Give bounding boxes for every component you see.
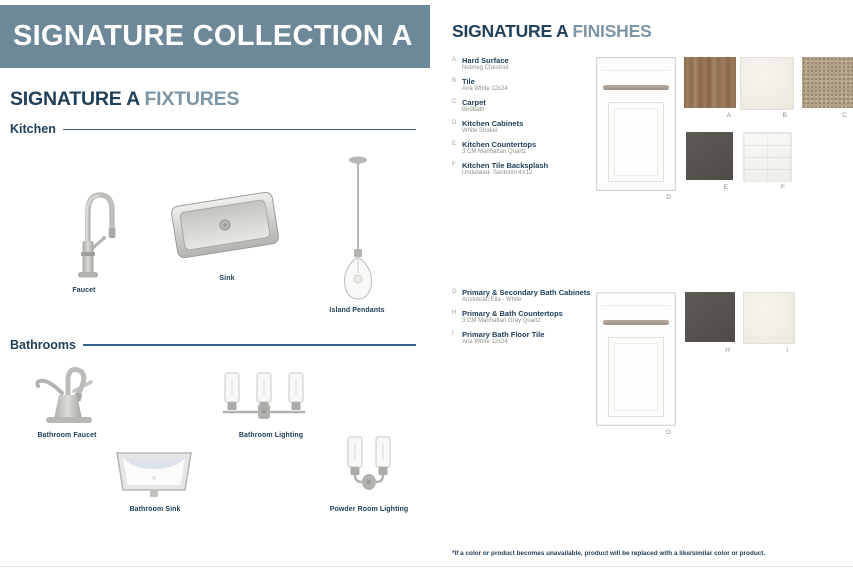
powder-room-lighting-image bbox=[341, 435, 397, 504]
collection-title-bar bbox=[0, 5, 430, 68]
cabinet-panel bbox=[608, 337, 664, 417]
finish-subtitle: 3 CM Manhattan Gray Quartz bbox=[462, 318, 541, 324]
swatch-label-c: C bbox=[842, 112, 847, 119]
kitchen-section-header bbox=[10, 122, 416, 136]
swatch-label-h: H bbox=[725, 347, 730, 354]
island-pendant-image bbox=[334, 152, 382, 307]
bathroom-sink-image bbox=[107, 448, 201, 509]
finishes-heading-primary: SIGNATURE A bbox=[452, 21, 573, 41]
finish-item-g bbox=[452, 288, 602, 304]
kitchen-faucet-image bbox=[70, 184, 116, 285]
finish-title: Kitchen Countertops bbox=[462, 140, 537, 149]
swatch-bath-floor-tile bbox=[743, 292, 795, 344]
island-pendant-label: Island Pendants bbox=[329, 307, 385, 314]
swatch-carpet bbox=[802, 57, 853, 108]
cabinet-handle bbox=[603, 320, 669, 325]
bathroom-faucet-label: Bathroom Faucet bbox=[37, 432, 97, 439]
bathrooms-section-rule bbox=[83, 344, 416, 346]
finish-title: Primary Bath Floor Tile bbox=[462, 330, 545, 339]
finish-subtitle: Undulated- Santorini 4X12 bbox=[462, 170, 533, 176]
swatch-kitchen-cabinet-door bbox=[596, 57, 676, 191]
footnote: *If a color or product becomes unavailable, product will be replaced with a like/similar color or product. bbox=[452, 550, 766, 557]
fixtures-heading bbox=[10, 88, 239, 111]
finish-key: E bbox=[452, 141, 457, 147]
finish-key: A bbox=[452, 57, 457, 63]
finish-key: G bbox=[452, 289, 457, 295]
swatch-label-i: I bbox=[786, 347, 788, 354]
swatch-kitchen-countertop bbox=[686, 132, 733, 180]
cabinet-panel bbox=[608, 102, 664, 182]
swatch-tile bbox=[740, 57, 794, 110]
bathroom-sink-label: Bathroom Sink bbox=[129, 506, 181, 513]
finishes-heading-accent: FINISHES bbox=[572, 21, 652, 41]
finish-subtitle: White Shaker bbox=[462, 128, 499, 134]
finish-key: F bbox=[452, 162, 456, 168]
fixtures-heading-primary: SIGNATURE A bbox=[10, 88, 145, 110]
finish-subtitle: Aristokraft Ella - White bbox=[462, 297, 522, 303]
kitchen-sink-image bbox=[168, 188, 282, 267]
bathrooms-section-label: Bathrooms bbox=[10, 338, 76, 352]
finish-item-a bbox=[452, 56, 602, 72]
finish-title: Tile bbox=[462, 77, 475, 86]
finish-key: I bbox=[452, 331, 454, 337]
finish-title: Primary & Secondary Bath Cabinets bbox=[462, 288, 591, 297]
swatch-bath-countertop bbox=[685, 292, 735, 342]
finishes-heading bbox=[452, 21, 652, 42]
finish-subtitle: Nutmeg Chestnut bbox=[462, 65, 509, 71]
bottom-divider bbox=[0, 566, 853, 567]
finish-title: Hard Surface bbox=[462, 56, 509, 65]
finish-item-i bbox=[452, 330, 602, 346]
finish-item-b bbox=[452, 77, 602, 93]
swatch-label-d: D bbox=[666, 194, 671, 201]
kitchen-sink-label: Sink bbox=[219, 275, 235, 282]
kitchen-section-label: Kitchen bbox=[10, 122, 56, 136]
cabinet-seam bbox=[602, 305, 670, 306]
bathroom-lighting-image bbox=[217, 371, 311, 428]
swatch-label-g: G bbox=[665, 429, 671, 436]
swatch-kitchen-backsplash bbox=[743, 132, 792, 182]
swatch-hard-surface bbox=[684, 57, 736, 108]
finish-key: C bbox=[452, 99, 457, 105]
swatch-label-b: B bbox=[782, 112, 787, 119]
page-title: SIGNATURE COLLECTION A bbox=[13, 20, 413, 52]
finish-title: Kitchen Cabinets bbox=[462, 119, 524, 128]
finish-key: H bbox=[452, 310, 457, 316]
finish-item-f bbox=[452, 161, 602, 177]
finish-item-d bbox=[452, 119, 602, 135]
kitchen-section-rule bbox=[63, 129, 416, 130]
swatch-label-f: F bbox=[781, 184, 785, 191]
finish-title: Carpet bbox=[462, 98, 486, 107]
finish-item-e bbox=[452, 140, 602, 156]
finish-key: B bbox=[452, 78, 457, 84]
finish-key: D bbox=[452, 120, 457, 126]
swatch-label-a: A bbox=[726, 112, 731, 119]
finish-item-c bbox=[452, 98, 602, 114]
bathroom-lighting-label: Bathroom Lighting bbox=[238, 432, 304, 439]
finish-subtitle: Birdbath bbox=[462, 107, 485, 113]
finishes-list-bath bbox=[452, 288, 602, 351]
finish-subtitle: Aria White 12x24 bbox=[462, 339, 508, 345]
bathroom-faucet-image bbox=[28, 355, 106, 434]
finish-title: Kitchen Tile Backsplash bbox=[462, 161, 549, 170]
finishes-list-kitchen bbox=[452, 56, 602, 182]
finish-item-h bbox=[452, 309, 602, 325]
finish-subtitle: 3 CM Manhattan Quartz bbox=[462, 149, 527, 155]
cabinet-seam bbox=[602, 70, 670, 71]
fixtures-heading-accent: FIXTURES bbox=[144, 88, 240, 110]
swatch-bath-cabinet-door bbox=[596, 292, 676, 426]
swatch-label-e: E bbox=[723, 184, 728, 191]
kitchen-faucet-label: Faucet bbox=[72, 287, 96, 294]
finish-title: Primary & Bath Countertops bbox=[462, 309, 563, 318]
powder-room-lighting-label: Powder Room Lighting bbox=[329, 506, 409, 513]
finish-subtitle: Aria White 12x24 bbox=[462, 86, 508, 92]
cabinet-handle bbox=[603, 85, 669, 90]
bathrooms-section-header bbox=[10, 338, 416, 352]
